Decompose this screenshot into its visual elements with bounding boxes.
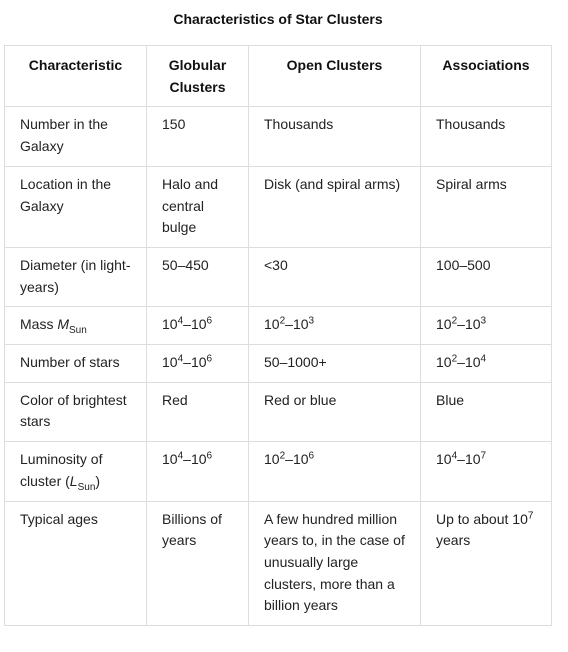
cell-open: $10^2-10^6$ (249, 442, 421, 501)
table-row (5, 166, 552, 247)
subscript-sun: Sun (69, 325, 87, 337)
table-row (5, 307, 552, 345)
cell-globular: 150 (147, 107, 249, 166)
cell-globular: $10^4-10^6$ (147, 442, 249, 501)
cell-globular: Red (147, 382, 249, 441)
cell-open: 50–1000+ (249, 345, 421, 383)
cell-characteristic (5, 442, 147, 501)
subscript-sun: Sun (77, 481, 96, 493)
table-row (5, 442, 552, 501)
symbol-l: L (69, 472, 78, 489)
table-caption: Characteristics of Star Clusters (173, 11, 383, 27)
header-characteristic: Characteristic (5, 46, 147, 107)
cell-associations: Blue (421, 382, 552, 441)
cell-open: Red or blue (249, 382, 421, 441)
cell-globular: Halo and central bulge (147, 166, 249, 247)
header-row (5, 46, 552, 107)
cell-globular: Billions of years (147, 501, 249, 626)
cell-characteristic: Number in the Galaxy (5, 107, 147, 166)
cell-open: Thousands (249, 107, 421, 166)
cell-associations: Up to about $10^7$ years (421, 501, 552, 626)
cell-characteristic: Number of stars (5, 345, 147, 383)
cell-characteristic (5, 307, 147, 345)
table-row (5, 345, 552, 383)
table-row (5, 501, 552, 626)
header-open-clusters: Open Clusters (249, 46, 421, 107)
cell-characteristic: Location in the Galaxy (5, 166, 147, 247)
cell-globular: 50–450 (147, 247, 249, 306)
cell-associations: Spiral arms (421, 166, 552, 247)
label-prefix: Luminosity of cluster ( (20, 451, 103, 489)
header-globular-clusters: Globular Clusters (147, 46, 249, 107)
star-clusters-table (4, 45, 552, 626)
cell-open: $10^2-10^3$ (249, 307, 421, 345)
label-suffix: ) (95, 472, 101, 489)
cell-open: Disk (and spiral arms) (249, 166, 421, 247)
cell-characteristic: Typical ages (5, 501, 147, 626)
cell-associations: $10^2-10^4$ (421, 345, 552, 383)
cell-associations: $10^4-10^7$ (421, 442, 552, 501)
table-row (5, 247, 552, 306)
cell-characteristic: Color of brightest stars (5, 382, 147, 441)
cell-open: A few hundred million years to, in the case of unusually large clusters, more than a billion years (249, 501, 421, 626)
cell-characteristic: Diameter (in light-years) (5, 247, 147, 306)
cell-open: <30 (249, 247, 421, 306)
symbol-m: M (57, 316, 70, 333)
table-row (5, 107, 552, 166)
cell-globular: $10^4-10^6$ (147, 345, 249, 383)
label-prefix: Mass (20, 316, 58, 333)
cell-globular: $10^4-10^6$ (147, 307, 249, 345)
cell-associations: Thousands (421, 107, 552, 166)
cell-associations: 100–500 (421, 247, 552, 306)
header-associations: Associations (421, 46, 552, 107)
table-row (5, 382, 552, 441)
cell-associations: $10^2-10^3$ (421, 307, 552, 345)
